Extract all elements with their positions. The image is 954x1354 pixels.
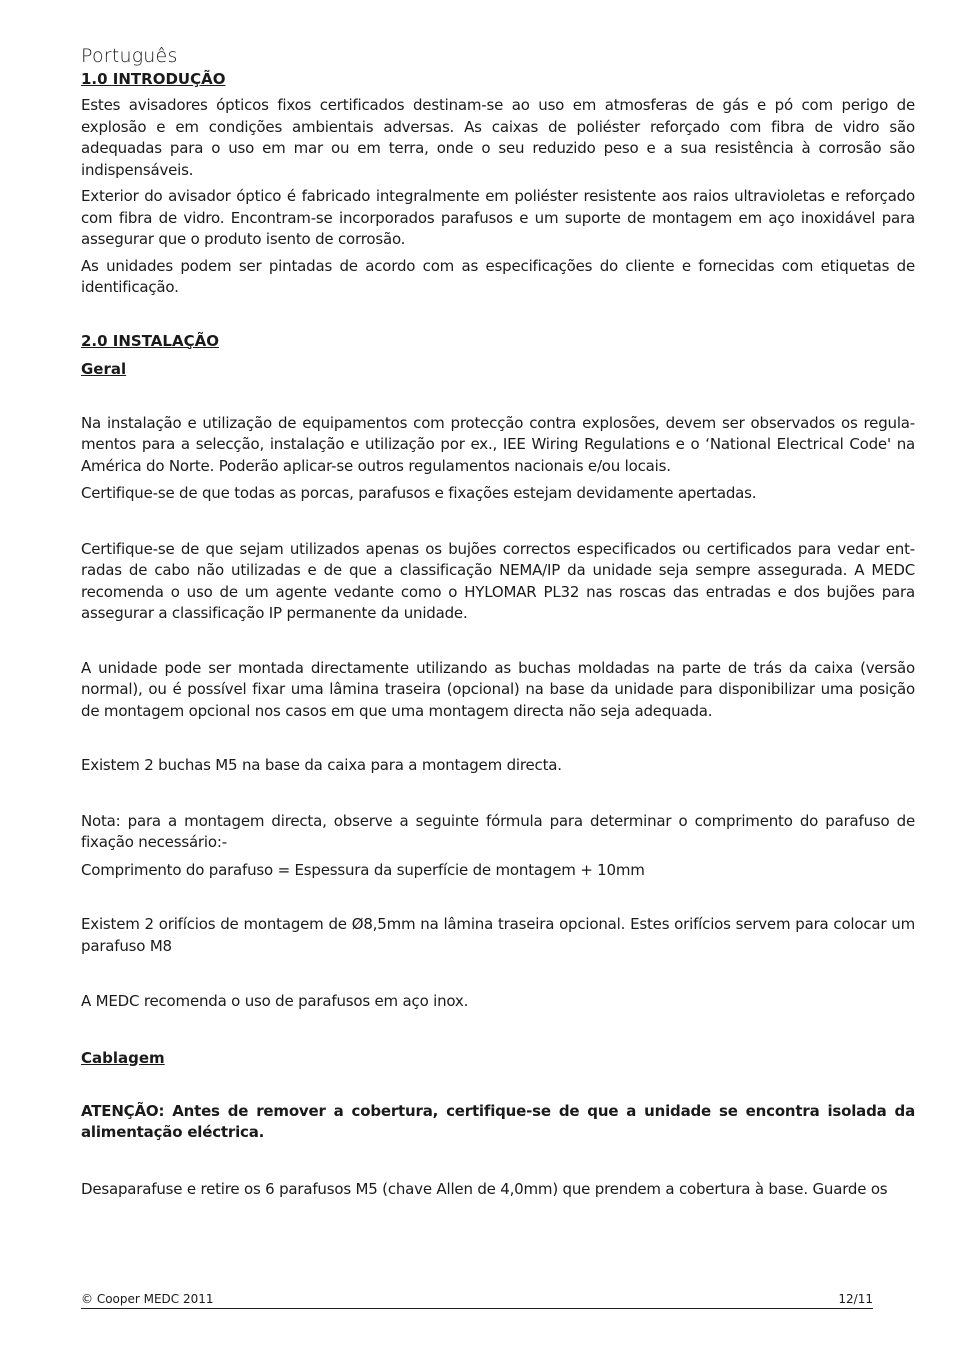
- install-paragraph-tighten: Certifique-se de que todas as porcas, parafusos e fixações estejam devidamente apertadas.: [81, 484, 757, 502]
- section-2-heading: 2.0 INSTALAÇÃO: [81, 331, 219, 350]
- page-footer: [81, 1290, 873, 1309]
- install-paragraph-note: Nota: para a montagem directa, observe a seguinte fórmula para determinar o comprimento do parafuso de fixação necessário:-: [81, 811, 915, 851]
- section-1-heading: 1.0 INTRODUÇÃO: [81, 70, 226, 88]
- intro-paragraph-3: As unidades podem ser pintadas de acordo com as especificações do cliente e fornecidas com etiquetas de identificação.: [81, 256, 915, 296]
- subheading-general: Geral: [81, 359, 127, 378]
- install-paragraph-mounting: A unidade pode ser montada directamente utilizando as buchas moldadas na parte de trás da caixa (versão normal), ou é possível fixar uma lâmina traseira (opcional) na base da unidade para disponibilizar uma posição de montagem opcional nos casos em que uma montagem directa não seja adequada.: [81, 658, 915, 720]
- install-paragraph-formula: Comprimento do parafuso = Espessura da superfície de montagem + 10mm: [81, 860, 645, 879]
- language-title: Português: [81, 45, 178, 67]
- intro-paragraph-1: Estes avisadores ópticos fixos certificados destinam-se ao uso em atmosferas de gás e pó com perigo de explosão e em condições ambientais adversas. As caixas de poliéster reforçado com fibra de vidro são adequadas para o uso em mar ou em terra, onde o seu reduzido peso e a sua resistência à corrosão são indispensáveis.: [81, 96, 915, 179]
- subheading-wiring: Cablagem: [81, 1048, 165, 1067]
- wiring-paragraph: Desaparafuse e retire os 6 parafusos M5 (chave Allen de 4,0mm) que prendem a cobertura à base. Guarde os: [81, 1179, 888, 1198]
- install-paragraph-bushings: Existem 2 buchas M5 na base da caixa para a montagem directa.: [81, 756, 562, 774]
- document-page: [81, 44, 915, 1200]
- install-paragraph-stainless: A MEDC recomenda o uso de parafusos em aço inox.: [81, 992, 469, 1010]
- intro-paragraph-2: Exterior do avisador óptico é fabricado integralmente em poliéster resistente aos raios ultravioletas e reforçado com fibra de vidro. Encontram-se incorporados parafusos e um suporte de montagem em aço inoxidável para assegurar que o produto isento de corrosão.: [81, 187, 915, 248]
- install-paragraph-holes: Existem 2 orifícios de montagem de Ø8,5mm na lâmina traseira opcional. Estes orifícios servem para colocar um parafuso M8: [81, 915, 915, 955]
- install-paragraph-plugs: Certifique-se de que sejam utilizados apenas os bujões correctos especificados ou certificados para vedar ent-radas de cabo não utilizadas e de que a classificação NEMA/IP da unidade seja sempre assegurada. A MEDC recomenda o uso de um agente vedante como o HYLOMAR PL32 nas roscas das entradas e dos bujões para assegurar a classificação IP permanente da unidade.: [81, 539, 915, 622]
- footer-copyright: © Cooper MEDC 2011: [81, 1292, 214, 1306]
- footer-page-number: 12/11: [838, 1292, 873, 1306]
- install-paragraph-regulations: Na instalação e utilização de equipamentos com protecção contra explosões, devem ser observados os regula-mentos para a selecção, instalação e utilização por ex., IEE Wiring Regulations e o ‘National Electrical Code' na América do Norte. Poderão aplicar-se outros regulamentos nacionais e/ou locais.: [81, 413, 915, 475]
- warning-paragraph: ATENÇÃO: Antes de remover a cobertura, certifique-se de que a unidade se encontra isolada da alimentação eléctrica.: [81, 1101, 915, 1141]
